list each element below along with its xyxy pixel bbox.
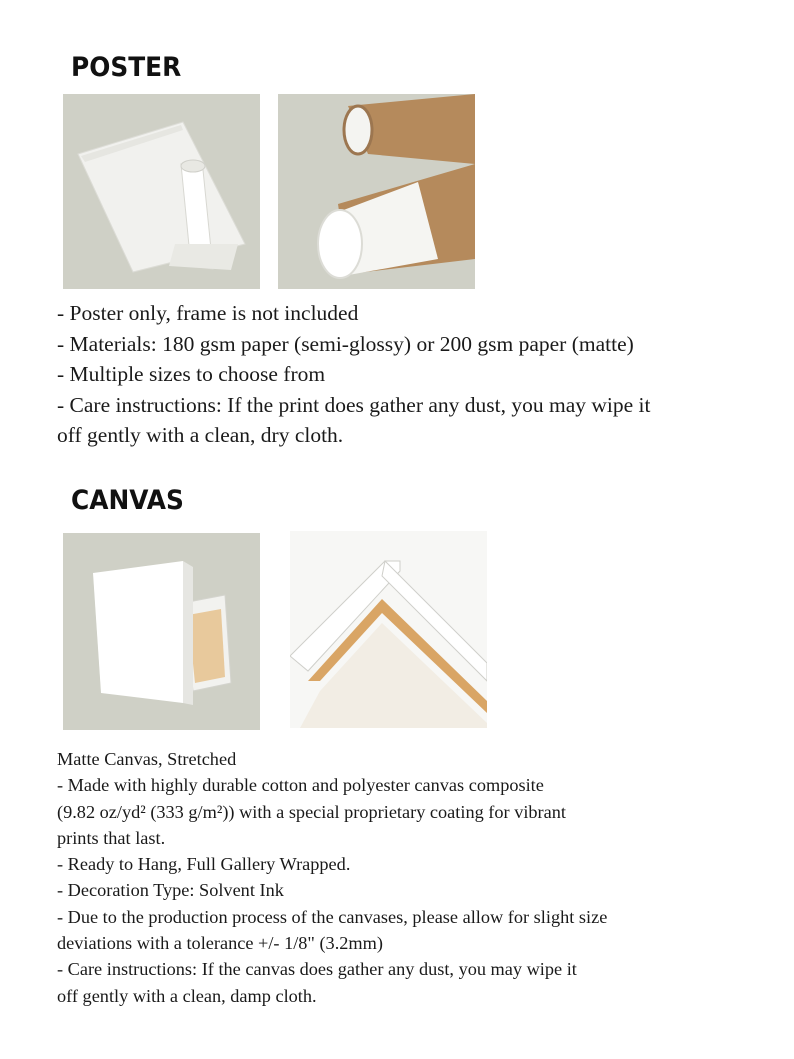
canvas-line-material-end: prints that last. [57,827,166,848]
canvas-line-care-cont: off gently with a clean, damp cloth. [57,985,317,1006]
canvas-line-material-cont: (9.82 oz/yd² (333 g/m²)) with a special proprietary coating for vibrant [57,801,566,822]
poster-sheet-rolled-image [63,94,260,289]
canvas-line-tolerance-cont: deviations with a tolerance +/- 1/8" (3.2mm) [57,933,383,954]
canvas-line-decoration: - Decoration Type: Solvent Ink [57,880,284,901]
canvas-front-back-image [63,533,260,730]
canvas-line-material: - Made with highly durable cotton and polyester canvas composite [57,775,544,796]
poster-heading: POSTER [71,52,182,83]
poster-line-sizes: - Multiple sizes to choose from [57,362,326,387]
poster-line-care-cont: off gently with a clean, dry cloth. [57,423,344,448]
canvas-line-hang: - Ready to Hang, Full Gallery Wrapped. [57,854,351,875]
canvas-line-tolerance: - Due to the production process of the canvases, please allow for slight size [57,906,608,927]
canvas-line-care: - Care instructions: If the canvas does gather any dust, you may wipe it [57,959,577,980]
canvas-corner-frame-image [290,531,487,728]
poster-line-frame: - Poster only, frame is not included [57,301,359,325]
poster-line-materials: - Materials: 180 gsm paper (semi-glossy) or 200 gsm paper (matte) [57,331,634,356]
poster-description [57,298,651,451]
canvas-heading: CANVAS [71,485,184,516]
canvas-description [57,746,607,1009]
poster-line-care: - Care instructions: If the print does gather any dust, you may wipe it [57,392,651,417]
poster-tube-image [278,94,475,289]
canvas-line-type: Matte Canvas, Stretched [57,749,237,769]
